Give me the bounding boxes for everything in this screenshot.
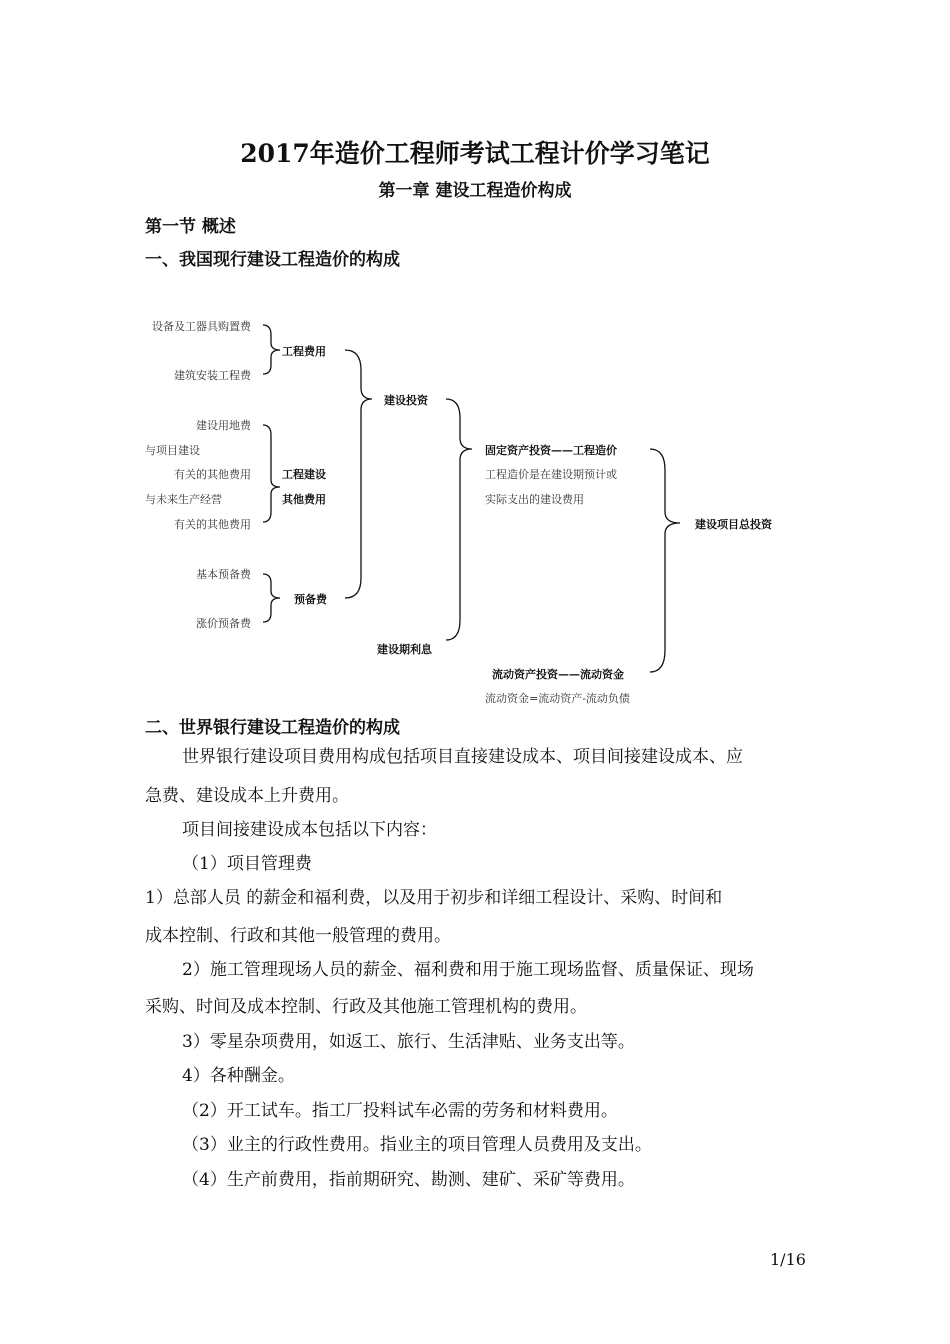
paragraph-9: （3）业主的行政性费用。指业主的项目管理人员费用及支出。 <box>182 1135 652 1155</box>
node-engineering-fee: 工程费用 <box>282 345 326 358</box>
node-reserve: 预备费 <box>294 593 327 606</box>
node-related2-b: 有关的其他费用 <box>174 518 251 531</box>
node-land: 建设用地费 <box>196 419 251 432</box>
node-other-fee-b: 其他费用 <box>282 493 326 506</box>
brace-total <box>650 449 680 672</box>
paragraph-5-line-2: 采购、时间及成本控制、行政及其他施工管理机构的费用。 <box>145 997 587 1017</box>
node-related1-b: 有关的其他费用 <box>174 468 251 481</box>
brace-other-fee <box>263 425 280 522</box>
paragraph-2: 项目间接建设成本包括以下内容： <box>182 820 437 840</box>
page-number: 1/16 <box>770 1250 806 1269</box>
node-fixed-note-b: 实际支出的建设费用 <box>485 493 584 506</box>
brace-engineering-fee <box>263 325 280 374</box>
heading-domestic-composition: 一、我国现行建设工程造价的构成 <box>145 250 400 270</box>
node-related2-a: 与未来生产经营 <box>145 493 222 506</box>
paragraph-6: 3）零星杂项费用，如返工、旅行、生活津贴、业务支出等。 <box>182 1032 635 1052</box>
node-interest: 建设期利息 <box>377 643 432 656</box>
node-current-note: 流动资金=流动资产-流动负债 <box>485 692 630 705</box>
brace-construction-investment <box>345 350 372 598</box>
paragraph-7: 4）各种酬金。 <box>182 1066 295 1086</box>
section-heading: 第一节 概述 <box>145 217 236 237</box>
node-price-reserve: 涨价预备费 <box>196 617 251 630</box>
paragraph-4-line-1: 1）总部人员 的薪金和福利费，以及用于初步和详细工程设计、采购、时间和 <box>145 888 723 908</box>
heading-worldbank-composition: 二、世界银行建设工程造价的构成 <box>145 718 400 738</box>
node-current-asset: 流动资产投资——流动资金 <box>492 668 624 681</box>
node-construction-investment: 建设投资 <box>384 394 428 407</box>
document-title: 2017年造价工程师考试工程计价学习笔记 <box>240 139 710 168</box>
paragraph-3: （1）项目管理费 <box>182 854 312 874</box>
node-equipment: 设备及工器具购置费 <box>152 320 251 333</box>
paragraph-8: （2）开工试车。指工厂投料试车必需的劳务和材料费用。 <box>182 1101 618 1121</box>
paragraph-1-line-1: 世界银行建设项目费用构成包括项目直接建设成本、项目间接建设成本、应 <box>182 747 743 767</box>
node-basic-reserve: 基本预备费 <box>196 568 251 581</box>
node-other-fee-a: 工程建设 <box>282 468 326 481</box>
node-fixed-asset: 固定资产投资——工程造价 <box>485 444 617 457</box>
paragraph-10: （4）生产前费用，指前期研究、勘测、建矿、采矿等费用。 <box>182 1170 635 1190</box>
node-fixed-note-a: 工程造价是在建设期预计或 <box>485 468 617 481</box>
paragraph-4-line-2: 成本控制、行政和其他一般管理的费用。 <box>145 926 451 946</box>
brace-reserve <box>263 574 280 622</box>
brace-fixed-asset <box>446 399 472 640</box>
paragraph-5-line-1: 2）施工管理现场人员的薪金、福利费和用于施工现场监督、质量保证、现场 <box>182 960 754 980</box>
node-related1-a: 与项目建设 <box>145 444 200 457</box>
chapter-heading: 第一章 建设工程造价构成 <box>378 181 572 201</box>
paragraph-1-line-2: 急费、建设成本上升费用。 <box>145 786 349 806</box>
node-building: 建筑安装工程费 <box>174 369 251 382</box>
node-total: 建设项目总投资 <box>695 518 772 531</box>
